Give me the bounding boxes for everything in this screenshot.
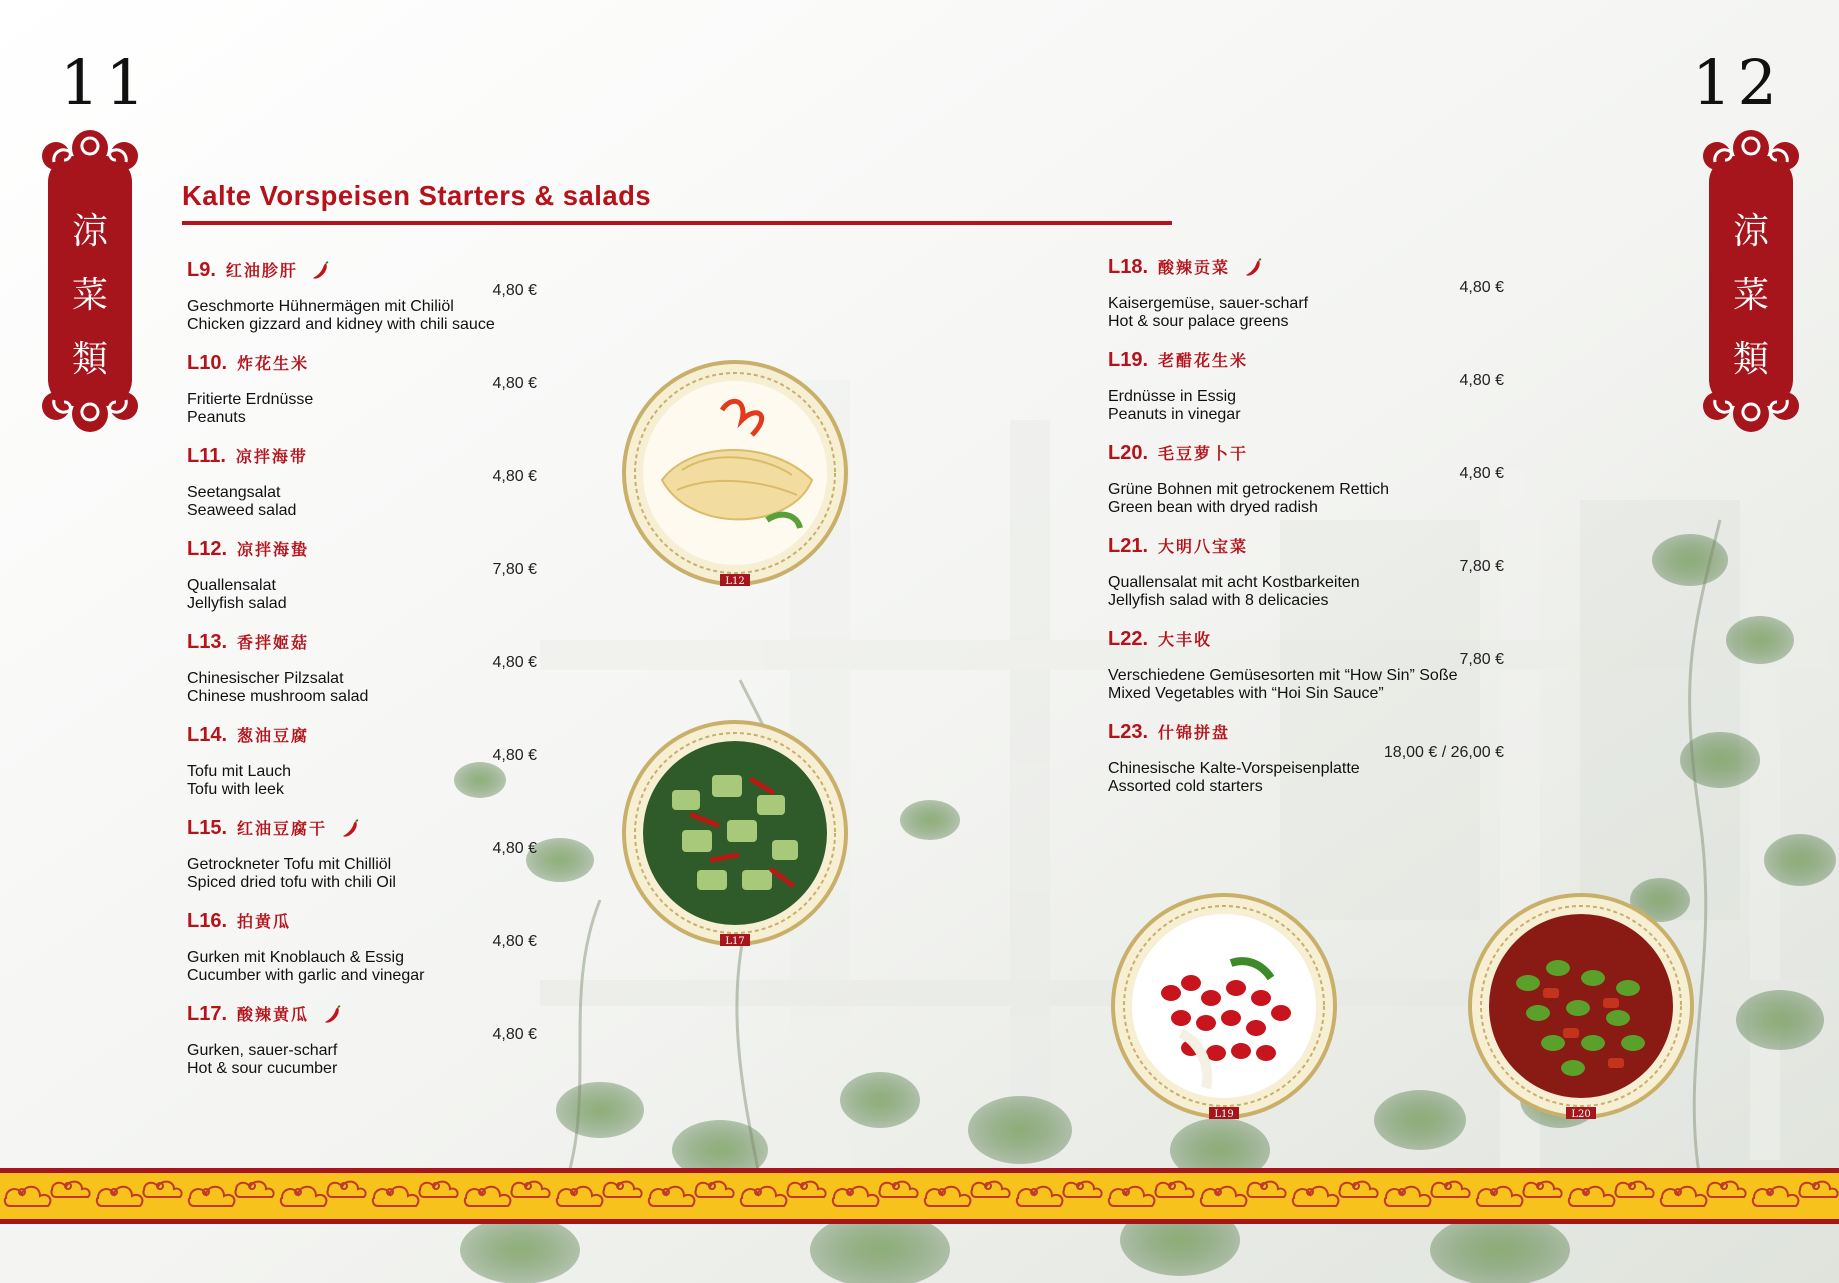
item-chinese-name: 红油豆腐干 (237, 819, 328, 838)
item-heading (187, 723, 537, 749)
item-german-name: Chinesischer Pilzsalat (187, 670, 344, 687)
item-heading (1108, 348, 1504, 374)
item-chinese-name: 酸辣贡菜 (1158, 258, 1231, 277)
item-code: L11. (187, 445, 226, 467)
menu-item (187, 909, 537, 1002)
item-code: L20. (1108, 442, 1149, 464)
category-banner-right (1701, 126, 1801, 436)
menu-column-left (187, 258, 537, 1095)
item-code: L10. (187, 352, 228, 374)
menu-item (1108, 255, 1504, 348)
item-chinese-name: 拍黄瓜 (237, 912, 292, 931)
item-german-name: Kaisergemüse, sauer-scharf (1108, 295, 1309, 312)
item-description (1108, 667, 1457, 703)
item-chinese-name: 大明八宝菜 (1158, 537, 1249, 556)
menu-item (187, 630, 537, 723)
item-chinese-name: 红油胗肝 (225, 261, 298, 280)
item-chinese-name: 凉拌海蛰 (237, 540, 310, 559)
banner-text-left (40, 200, 140, 392)
menu-item (1108, 441, 1504, 534)
page-number-left: 11 (60, 46, 151, 119)
item-german-name: Geschmorte Hühnermägen mit Chiliöl (187, 298, 454, 315)
item-heading (1108, 534, 1504, 560)
menu-column-right (1108, 255, 1504, 813)
item-english-name: Cucumber with garlic and vinegar (187, 967, 425, 984)
item-code: L23. (1108, 721, 1149, 743)
item-english-name: Jellyfish salad with 8 delicacies (1108, 592, 1329, 609)
item-heading (187, 258, 537, 284)
item-code: L9. (187, 259, 216, 281)
item-description (187, 949, 424, 985)
item-english-name: Mixed Vegetables with “Hoi Sin Sauce” (1108, 685, 1384, 702)
item-code: L15. (187, 817, 228, 839)
chili-icon (341, 819, 361, 839)
item-price: 18,00 € / 26,00 € (1383, 744, 1504, 761)
item-description (187, 763, 291, 799)
item-german-name: Erdnüsse in Essig (1108, 388, 1237, 405)
item-german-name: Chinesische Kalte-Vorspeisenplatte (1108, 760, 1360, 777)
menu-item (1108, 534, 1504, 627)
item-english-name: Chicken gizzard and kidney with chili sauce (187, 316, 495, 333)
item-code: L21. (1108, 535, 1149, 557)
item-description (1108, 388, 1241, 424)
item-code: L13. (187, 631, 228, 653)
item-description (187, 391, 313, 427)
item-german-name: Quallensalat mit acht Kostbarkeiten (1108, 574, 1360, 591)
item-german-name: Seetangsalat (187, 484, 281, 501)
item-german-name: Grüne Bohnen mit getrockenem Rettich (1108, 481, 1390, 498)
cloud-border-band (0, 1168, 1839, 1224)
banner-char: 類 (1732, 339, 1769, 380)
item-code: L19. (1108, 349, 1149, 371)
dish-photo-l17 (622, 720, 848, 946)
item-code: L17. (187, 1003, 228, 1025)
dish-photo-label: L19 (1214, 1109, 1234, 1119)
item-price: 4,80 € (1459, 372, 1504, 389)
item-price: 4,80 € (492, 1026, 537, 1043)
dish-photo-l19 (1111, 893, 1337, 1119)
chili-icon (311, 261, 331, 281)
dish-photo-label: L17 (725, 936, 745, 946)
menu-item (187, 1002, 537, 1095)
item-german-name: Gurken mit Knoblauch & Essig (187, 949, 404, 966)
item-chinese-name: 老醋花生米 (1158, 351, 1249, 370)
menu-item (187, 351, 537, 444)
item-heading (1108, 441, 1504, 467)
banner-char: 菜 (1732, 275, 1769, 316)
banner-char: 類 (71, 339, 108, 380)
item-heading (1108, 627, 1504, 653)
page-number-right: 12 (1692, 46, 1783, 119)
item-english-name: Jellyfish salad (187, 595, 287, 612)
item-chinese-name: 炸花生米 (237, 354, 310, 373)
dish-photo-l20 (1468, 893, 1694, 1119)
item-description (1108, 574, 1360, 610)
item-code: L14. (187, 724, 228, 746)
item-code: L12. (187, 538, 228, 560)
item-description (187, 670, 368, 706)
item-chinese-name: 酸辣黄瓜 (237, 1005, 310, 1024)
item-heading (1108, 255, 1504, 281)
item-chinese-name: 香拌姬菇 (237, 633, 310, 652)
item-heading (187, 351, 537, 377)
item-german-name: Gurken, sauer-scharf (187, 1042, 338, 1059)
item-english-name: Assorted cold starters (1108, 778, 1263, 795)
item-price: 4,80 € (492, 468, 537, 485)
item-english-name: Peanuts in vinegar (1108, 406, 1241, 423)
menu-item (187, 258, 537, 351)
item-heading (187, 816, 537, 842)
item-price: 4,80 € (492, 654, 537, 671)
item-code: L18. (1108, 256, 1149, 278)
menu-item (187, 537, 537, 630)
menu-item (1108, 627, 1504, 720)
item-price: 7,80 € (1459, 558, 1504, 575)
item-chinese-name: 凉拌海带 (235, 447, 308, 466)
item-price: 4,80 € (492, 375, 537, 392)
item-description (187, 298, 495, 334)
dish-photo-l12 (622, 360, 848, 586)
item-price: 7,80 € (492, 561, 537, 578)
item-german-name: Verschiedene Gemüsesorten mit “How Sin” Soße (1108, 667, 1458, 684)
item-german-name: Tofu mit Lauch (187, 763, 292, 780)
item-heading (187, 537, 537, 563)
item-price: 4,80 € (492, 747, 537, 764)
item-description (1108, 760, 1360, 796)
item-chinese-name: 毛豆萝卜干 (1158, 444, 1249, 463)
item-english-name: Hot & sour palace greens (1108, 313, 1289, 330)
item-heading (187, 630, 537, 656)
item-chinese-name: 葱油豆腐 (237, 726, 310, 745)
item-description (187, 1042, 337, 1078)
item-english-name: Chinese mushroom salad (187, 688, 369, 705)
category-banner-left (40, 126, 140, 436)
item-heading (187, 1002, 537, 1028)
item-description (187, 856, 396, 892)
item-english-name: Tofu with leek (187, 781, 284, 798)
item-code: L22. (1108, 628, 1149, 650)
item-german-name: Quallensalat (187, 577, 276, 594)
menu-item (1108, 720, 1504, 813)
item-price: 4,80 € (1459, 279, 1504, 296)
banner-char: 菜 (71, 275, 108, 316)
item-english-name: Spiced dried tofu with chili Oil (187, 874, 396, 891)
item-german-name: Getrockneter Tofu mit Chilliöl (187, 856, 392, 873)
menu-item (187, 444, 537, 537)
item-english-name: Seaweed salad (187, 502, 297, 519)
item-chinese-name: 大丰收 (1158, 630, 1213, 649)
item-description (187, 577, 287, 613)
menu-item (187, 816, 537, 909)
item-chinese-name: 什锦拼盘 (1158, 723, 1231, 742)
banner-char: 涼 (71, 211, 108, 252)
dish-photo-label: L12 (725, 576, 745, 586)
item-price: 4,80 € (492, 840, 537, 857)
dish-photo-label: L20 (1571, 1109, 1591, 1119)
menu-item (1108, 348, 1504, 441)
item-german-name: Fritierte Erdnüsse (187, 391, 314, 408)
title-underline (182, 221, 1172, 225)
item-english-name: Peanuts (187, 409, 246, 426)
item-price: 4,80 € (1459, 465, 1504, 482)
menu-item (187, 723, 537, 816)
item-price: 4,80 € (492, 282, 537, 299)
item-price: 4,80 € (492, 933, 537, 950)
item-heading (187, 909, 537, 935)
item-price: 7,80 € (1459, 651, 1504, 668)
chili-icon (323, 1005, 343, 1025)
item-english-name: Hot & sour cucumber (187, 1060, 338, 1077)
item-description (187, 484, 296, 520)
chili-icon (1244, 258, 1264, 278)
item-heading (1108, 720, 1504, 746)
item-heading (187, 444, 537, 470)
item-description (1108, 295, 1308, 331)
section-title: Kalte Vorspeisen Starters & salads (182, 180, 652, 211)
banner-text-right (1701, 200, 1801, 392)
item-english-name: Green bean with dryed radish (1108, 499, 1318, 516)
banner-char: 涼 (1732, 211, 1769, 252)
item-description (1108, 481, 1389, 517)
item-code: L16. (187, 910, 228, 932)
